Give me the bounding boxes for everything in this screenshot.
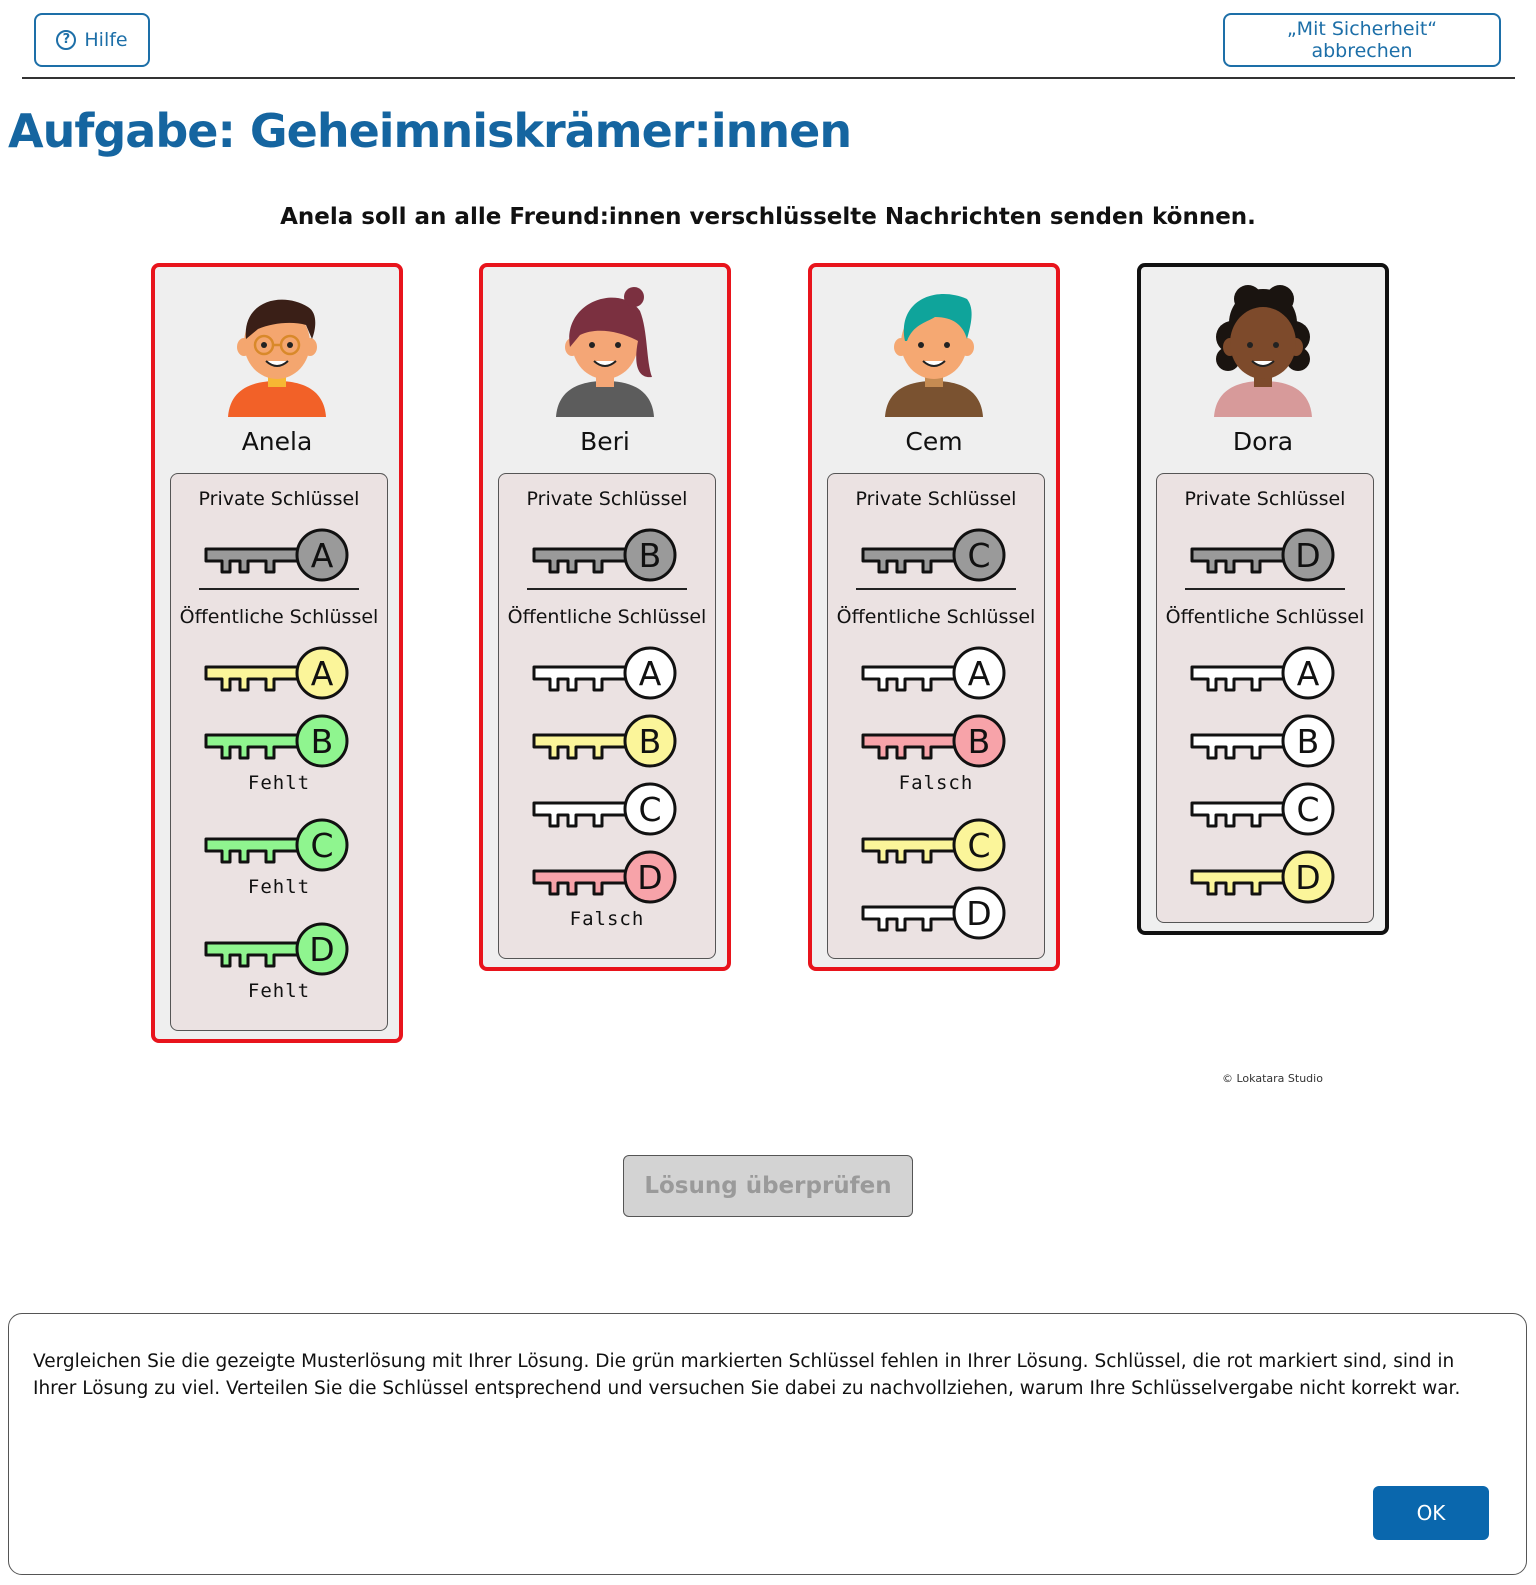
public-keys-label: Öffentliche Schlüssel [507, 606, 707, 628]
public-key-a-icon[interactable] [499, 644, 715, 702]
public-keys-label: Öffentliche Schlüssel [179, 606, 379, 628]
help-label: Hilfe [84, 29, 128, 51]
svg-text:C: C [967, 536, 991, 575]
question-icon: ? [56, 30, 76, 50]
header-divider [22, 77, 1515, 79]
public-key-a-icon[interactable] [1157, 644, 1373, 702]
help-button[interactable] [34, 13, 150, 67]
svg-text:D: D [1295, 536, 1321, 575]
svg-text:B: B [638, 536, 662, 575]
avatar [879, 281, 989, 417]
person-name: Anela [241, 427, 313, 456]
public-key-c-icon[interactable] [828, 816, 1044, 874]
svg-text:D: D [1295, 858, 1321, 897]
key-status-note: Falsch [569, 908, 645, 930]
svg-text:B: B [1296, 722, 1320, 761]
key-divider [1185, 588, 1345, 590]
task-instruction: Anela soll an alle Freund:innen verschlüsselte Nachrichten senden können. [280, 204, 1256, 230]
key-status-note: Fehlt [247, 876, 311, 898]
ok-button[interactable]: OK [1373, 1486, 1489, 1540]
public-key-b-icon[interactable] [171, 712, 387, 770]
svg-text:B: B [967, 722, 991, 761]
copyright-text: © Lokatara Studio [1222, 1072, 1323, 1085]
check-solution-button[interactable]: Lösung überprüfen [623, 1155, 913, 1217]
key-status-note: Fehlt [247, 980, 311, 1002]
key-ring [498, 473, 716, 959]
public-key-d-icon[interactable] [1157, 848, 1373, 906]
key-status-note: Fehlt [247, 772, 311, 794]
key-divider [199, 588, 359, 590]
person-name: Cem [905, 427, 963, 456]
key-status-note: Falsch [898, 772, 974, 794]
svg-text:B: B [638, 722, 662, 761]
key-ring [170, 473, 388, 1031]
private-keys-label: Private Schlüssel [198, 488, 360, 510]
public-key-b-icon[interactable] [499, 712, 715, 770]
feedback-text: Vergleichen Sie die gezeigte Musterlösung mit Ihrer Lösung. Die grün markierten Schlüssel fehlen in Ihrer Lösung. Schlüssel, die rot markiert sind, sind in Ihrer Lösung zu viel. Verteilen Sie die Schlüssel entsprechend und versuchen Sie dabei zu nachvollziehen, warum Ihre Schlüsselvergabe nicht korrekt war. [33, 1351, 1461, 1399]
cancel-button[interactable]: „Mit Sicherheit“ abbrechen [1223, 13, 1501, 67]
svg-text:C: C [638, 790, 662, 829]
svg-text:C: C [310, 826, 334, 865]
public-keys-label: Öffentliche Schlüssel [1165, 606, 1365, 628]
key-ring [827, 473, 1045, 959]
svg-text:B: B [310, 722, 334, 761]
svg-text:A: A [967, 654, 991, 693]
svg-text:A: A [310, 654, 334, 693]
private-key-c-icon[interactable] [828, 526, 1044, 584]
public-key-a-icon[interactable] [828, 644, 1044, 702]
private-key-a-icon[interactable] [171, 526, 387, 584]
key-divider [527, 588, 687, 590]
person-name: Beri [580, 427, 630, 456]
svg-text:A: A [310, 536, 334, 575]
svg-text:C: C [1296, 790, 1320, 829]
svg-text:D: D [966, 894, 992, 933]
avatar [222, 281, 332, 417]
public-key-c-icon[interactable] [499, 780, 715, 838]
svg-text:A: A [1296, 654, 1320, 693]
private-keys-label: Private Schlüssel [526, 488, 688, 510]
person-name: Dora [1232, 427, 1294, 456]
key-divider [856, 588, 1016, 590]
private-key-b-icon[interactable] [499, 526, 715, 584]
svg-text:D: D [637, 858, 663, 897]
person-card-cem [808, 263, 1060, 971]
page-title: Aufgabe: Geheimniskrämer:innen [8, 104, 852, 158]
public-key-d-icon[interactable] [171, 920, 387, 978]
public-key-d-icon[interactable] [828, 884, 1044, 942]
avatar [550, 281, 660, 417]
private-key-d-icon[interactable] [1157, 526, 1373, 584]
avatar [1208, 281, 1318, 417]
svg-text:D: D [309, 930, 335, 969]
feedback-dialog [8, 1313, 1527, 1575]
public-key-c-icon[interactable] [1157, 780, 1373, 838]
private-keys-label: Private Schlüssel [855, 488, 1017, 510]
svg-text:C: C [967, 826, 991, 865]
public-key-a-icon[interactable] [171, 644, 387, 702]
person-card-dora [1137, 263, 1389, 935]
public-keys-label: Öffentliche Schlüssel [836, 606, 1036, 628]
svg-text:A: A [638, 654, 662, 693]
public-key-b-icon[interactable] [1157, 712, 1373, 770]
person-card-beri [479, 263, 731, 971]
public-key-c-icon[interactable] [171, 816, 387, 874]
person-card-anela [151, 263, 403, 1043]
public-key-d-icon[interactable] [499, 848, 715, 906]
public-key-b-icon[interactable] [828, 712, 1044, 770]
private-keys-label: Private Schlüssel [1184, 488, 1346, 510]
key-ring [1156, 473, 1374, 923]
